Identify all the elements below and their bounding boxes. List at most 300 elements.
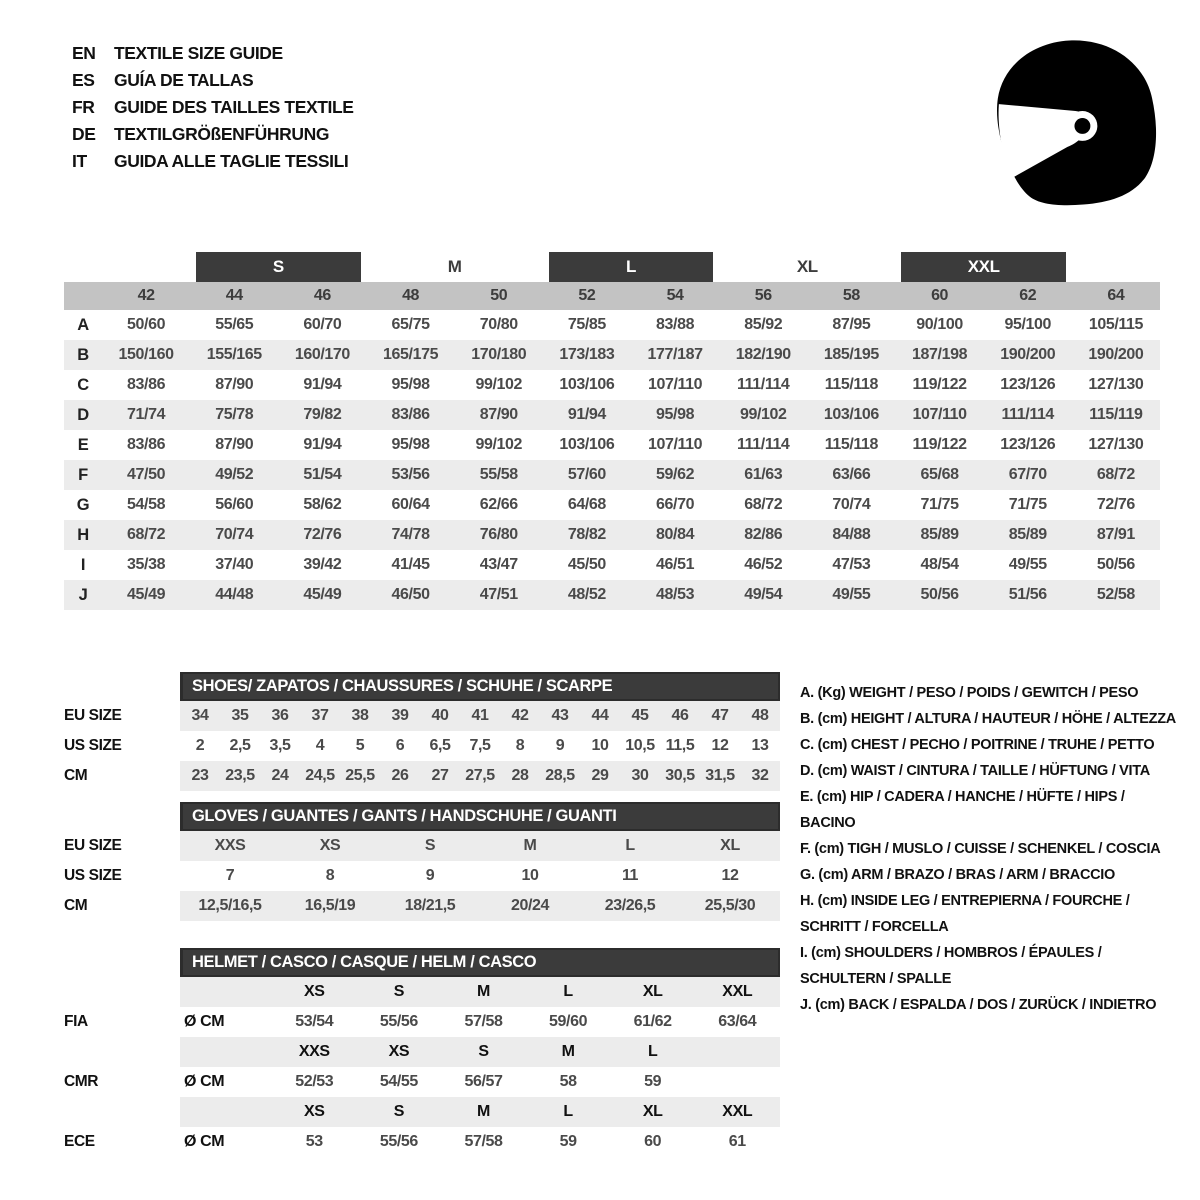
measurement-value: 190/200 <box>1000 346 1056 363</box>
measurement-value: 87/90 <box>479 406 518 423</box>
size-value: 40 <box>431 707 449 724</box>
helmet-size-value: 55/56 <box>379 1013 418 1030</box>
measurement-value: 87/90 <box>215 436 254 453</box>
size-value: 5 <box>355 737 365 754</box>
measurement-value: 115/118 <box>824 436 879 453</box>
measurement-value: 39/42 <box>303 556 342 573</box>
size-value: 32 <box>751 767 769 784</box>
row-cells <box>180 831 780 861</box>
measurement-value: 91/94 <box>303 376 342 393</box>
size-value: S <box>424 837 436 854</box>
measurement-value: 48/52 <box>567 586 606 603</box>
helmet-size-label: XS <box>388 1043 410 1060</box>
measurement-value: 95/100 <box>1004 316 1052 333</box>
measurement-value: 111/114 <box>737 376 790 393</box>
measurement-value: 35/38 <box>127 556 166 573</box>
row-cells <box>180 891 780 921</box>
helmet-size-value: 57/58 <box>464 1013 503 1030</box>
helmet-size-label: XXS <box>298 1043 330 1060</box>
guide-title: GUÍA DE TALLAS <box>114 70 254 90</box>
measurement-row-i <box>64 550 1160 580</box>
measurement-row-g <box>64 490 1160 520</box>
helmet-size-value: 54/55 <box>379 1073 418 1090</box>
helmet-size-values <box>180 1007 780 1037</box>
size-value: 6 <box>395 737 405 754</box>
measurement-value: 71/75 <box>1008 496 1047 513</box>
measurement-value: 85/89 <box>1008 526 1047 543</box>
helmet-sizes-row-cmr <box>64 1037 780 1067</box>
size-group-s: S <box>196 252 360 282</box>
measurement-value: 76/80 <box>479 526 518 543</box>
standard-label: CMR <box>64 1073 99 1090</box>
measurement-value: 50/56 <box>920 586 959 603</box>
diameter-unit-label: Ø CM <box>184 1133 225 1150</box>
measurement-value: 52/58 <box>1096 586 1135 603</box>
size-value: 7,5 <box>469 737 491 754</box>
row-cells <box>180 861 780 891</box>
size-column-header: 48 <box>402 287 420 304</box>
size-value: 35 <box>231 707 249 724</box>
measurement-letter: C <box>77 375 89 394</box>
helmet-size-values <box>180 1127 780 1157</box>
measurement-value: 70/74 <box>832 496 871 513</box>
measurement-value: 55/58 <box>479 466 518 483</box>
helmet-size-labels <box>180 1037 780 1067</box>
measurement-row-j <box>64 580 1160 610</box>
legend-item-f: F. (cm) TIGH / MUSLO / CUISSE / SCHENKEL / COSCIA <box>800 841 1161 857</box>
measurement-value: 56/60 <box>215 496 254 513</box>
size-value: 13 <box>751 737 769 754</box>
measurement-value: 74/78 <box>391 526 430 543</box>
helmet-size-value: 55/56 <box>379 1133 418 1150</box>
row-label: EU SIZE <box>64 707 122 724</box>
size-column-header: 60 <box>931 287 949 304</box>
language-row <box>72 121 354 148</box>
helmet-size-value: 59 <box>559 1133 577 1150</box>
measurement-value: 99/102 <box>739 406 787 423</box>
measurement-value: 105/115 <box>1088 316 1143 333</box>
measurement-value: 70/80 <box>479 316 518 333</box>
size-value: 29 <box>591 767 609 784</box>
size-value: 20/24 <box>510 897 550 914</box>
measurement-value: 99/102 <box>475 376 523 393</box>
measurement-value: 46/50 <box>391 586 430 603</box>
size-value: 25,5/30 <box>704 897 756 914</box>
measurement-value: 84/88 <box>832 526 871 543</box>
helmet-size-value: 59/60 <box>549 1013 588 1030</box>
measurement-value: 79/82 <box>303 406 342 423</box>
guide-title: TEXTILGRÖßENFÜHRUNG <box>114 124 330 144</box>
helmet-sizes-row-ece <box>64 1097 780 1127</box>
helmet-size-label: S <box>393 1103 405 1120</box>
size-value: 28 <box>511 767 529 784</box>
size-value: 2 <box>195 737 205 754</box>
size-value: 3,5 <box>269 737 291 754</box>
standard-label: ECE <box>64 1133 95 1150</box>
measurement-value: 53/56 <box>391 466 430 483</box>
measurement-value: 185/195 <box>823 346 879 363</box>
measurement-value: 95/98 <box>391 376 430 393</box>
helmet-size-value: 53/54 <box>295 1013 334 1030</box>
size-value: 41 <box>471 707 489 724</box>
size-value: 30 <box>631 767 649 784</box>
measurement-value: 48/53 <box>656 586 695 603</box>
measurement-row-h <box>64 520 1160 550</box>
helmet-size-label: XXL <box>722 983 753 1000</box>
helmet-size-table <box>64 948 780 1157</box>
measurement-value: 177/187 <box>647 346 703 363</box>
measurement-value: 68/72 <box>1096 466 1135 483</box>
measurement-value: 51/56 <box>1008 586 1047 603</box>
size-value: 11,5 <box>665 737 695 754</box>
helmet-size-value: 60 <box>644 1133 662 1150</box>
legend-item-b: B. (cm) HEIGHT / ALTURA / HAUTEUR / HÖHE / ALTEZZA <box>800 711 1176 727</box>
size-value: 47 <box>711 707 729 724</box>
measurement-value: 91/94 <box>303 436 342 453</box>
guide-title: GUIDE DES TAILLES TEXTILE <box>114 97 354 117</box>
size-value: 6,5 <box>429 737 451 754</box>
measurement-letter: J <box>78 585 88 604</box>
racing-helmet-icon <box>978 36 1162 206</box>
measurement-value: 75/78 <box>215 406 254 423</box>
helmet-size-label: XL <box>642 983 663 1000</box>
apparel-size-table <box>64 252 1160 610</box>
size-row-eu-size <box>64 701 780 731</box>
helmet-size-value: 52/53 <box>295 1073 334 1090</box>
measurement-value: 87/90 <box>215 376 254 393</box>
size-column-header: 58 <box>842 287 860 304</box>
measurement-value: 68/72 <box>744 496 783 513</box>
helmet-size-label: XS <box>304 1103 325 1120</box>
guide-title: GUIDA ALLE TAGLIE TESSILI <box>114 151 349 171</box>
helmet-values-row-cmr <box>64 1067 780 1097</box>
size-value: 10 <box>521 867 539 884</box>
measurement-letter: D <box>77 405 89 424</box>
measurement-letter: I <box>80 555 86 574</box>
measurement-value: 62/66 <box>479 496 518 513</box>
measurement-value: 46/52 <box>744 556 783 573</box>
size-value: 12 <box>721 867 739 884</box>
gloves-size-table <box>64 802 780 921</box>
measurement-value: 47/53 <box>832 556 871 573</box>
helmet-size-value: 53 <box>305 1133 323 1150</box>
row-label: CM <box>64 897 88 914</box>
size-group-m: M <box>447 257 462 276</box>
row-cells <box>180 731 780 761</box>
size-column-header: 56 <box>754 287 772 304</box>
measurement-value: 103/106 <box>823 406 879 423</box>
size-group-header-row <box>64 252 1160 282</box>
measurement-value: 60/64 <box>391 496 430 513</box>
measurement-value: 87/95 <box>832 316 871 333</box>
helmet-size-value: 59 <box>644 1073 662 1090</box>
row-label: EU SIZE <box>64 837 122 854</box>
measurement-value: 50/56 <box>1096 556 1135 573</box>
language-code: IT <box>72 151 87 171</box>
size-value: L <box>625 837 635 854</box>
measurement-value: 127/130 <box>1088 436 1144 453</box>
measurement-value: 115/118 <box>824 376 879 393</box>
measurement-letter: F <box>78 465 88 484</box>
row-label-spacer <box>64 977 180 1007</box>
measurement-value: 67/70 <box>1008 466 1047 483</box>
size-value: XL <box>720 837 740 854</box>
size-row-eu-size <box>64 831 780 861</box>
size-value: 36 <box>271 707 289 724</box>
helmet-size-value: 56/57 <box>464 1073 503 1090</box>
size-value: 46 <box>671 707 689 724</box>
size-value: 16,5/19 <box>304 897 356 914</box>
measurement-value: 123/126 <box>1000 376 1056 393</box>
measurement-value: 57/60 <box>567 466 606 483</box>
row-cells <box>180 761 780 791</box>
standard-label: FIA <box>64 1013 88 1030</box>
measurement-value: 83/88 <box>656 316 695 333</box>
legend-item-e: E. (cm) HIP / CADERA / HANCHE / HÜFTE / HIPS / BACINO <box>800 789 1125 831</box>
measurement-row-a <box>64 310 1160 340</box>
measurement-value: 65/75 <box>391 316 430 333</box>
measurement-value: 49/54 <box>744 586 783 603</box>
measurement-value: 107/110 <box>912 406 967 423</box>
helmet-values-row-ece <box>64 1127 780 1157</box>
size-value: 23 <box>191 767 209 784</box>
size-value: 2,5 <box>229 737 251 754</box>
shoes-size-table <box>64 672 780 791</box>
size-column-header: 54 <box>666 287 684 304</box>
legend-item-i: I. (cm) SHOULDERS / HOMBROS / ÉPAULES / SCHULTERN / SPALLE <box>800 945 1102 987</box>
measurement-value: 70/74 <box>215 526 254 543</box>
measurement-value: 46/51 <box>656 556 695 573</box>
size-group-spacer <box>102 252 190 282</box>
measurement-value: 95/98 <box>391 436 430 453</box>
measurement-value: 155/165 <box>206 346 262 363</box>
legend-item-h: H. (cm) INSIDE LEG / ENTREPIERNA / FOURCHE / SCHRITT / FORCELLA <box>800 893 1130 935</box>
row-label: US SIZE <box>64 867 122 884</box>
guide-title: TEXTILE SIZE GUIDE <box>114 43 283 63</box>
size-value: 45 <box>631 707 649 724</box>
measurement-value: 90/100 <box>916 316 963 333</box>
size-value: 27,5 <box>465 767 495 784</box>
row-cells <box>180 701 780 731</box>
size-value: 44 <box>591 707 609 724</box>
helmet-size-value: 63/64 <box>718 1013 757 1030</box>
measurement-row-d <box>64 400 1160 430</box>
size-value: 34 <box>191 707 209 724</box>
measurement-value: 41/45 <box>391 556 430 573</box>
helmet-size-label: L <box>647 1043 658 1060</box>
measurement-value: 45/50 <box>567 556 606 573</box>
measurement-row-b <box>64 340 1160 370</box>
size-column-header: 50 <box>490 287 508 304</box>
measurement-value: 66/70 <box>656 496 695 513</box>
size-value: 9 <box>555 737 565 754</box>
measurement-value: 68/72 <box>127 526 166 543</box>
measurement-value: 83/86 <box>391 406 430 423</box>
diameter-unit-label: Ø CM <box>184 1073 225 1090</box>
shoes-table-title: SHOES/ ZAPATOS / CHAUSSURES / SCHUHE / SCARPE <box>180 672 780 701</box>
measurement-value: 47/50 <box>127 466 166 483</box>
measurement-value: 72/76 <box>303 526 342 543</box>
helmet-size-value: 58 <box>559 1073 577 1090</box>
size-value: 48 <box>751 707 769 724</box>
size-value: 18/21,5 <box>404 897 456 914</box>
measurement-value: 60/70 <box>303 316 342 333</box>
measurement-value: 49/55 <box>1008 556 1047 573</box>
measurement-value: 49/52 <box>215 466 254 483</box>
row-label-spacer <box>64 1097 180 1127</box>
measurement-value: 173/183 <box>559 346 615 363</box>
size-column-header: 52 <box>578 287 596 304</box>
size-value: XXS <box>214 837 246 854</box>
measurement-value: 58/62 <box>303 496 342 513</box>
size-value: 11 <box>621 867 639 884</box>
size-value: M <box>523 837 537 854</box>
measurement-value: 51/54 <box>303 466 342 483</box>
helmet-size-value: 57/58 <box>464 1133 503 1150</box>
language-row <box>72 67 354 94</box>
size-value: 42 <box>511 707 529 724</box>
helmet-size-label: L <box>563 1103 573 1120</box>
measurement-value: 82/86 <box>744 526 783 543</box>
measurement-value: 59/62 <box>656 466 695 483</box>
size-value: 39 <box>391 707 409 724</box>
size-value: 12 <box>711 737 729 754</box>
helmet-size-label: S <box>478 1043 489 1060</box>
measurement-value: 99/102 <box>475 436 523 453</box>
measurement-row-f <box>64 460 1160 490</box>
size-value: 12,5/16,5 <box>198 897 262 914</box>
measurement-value: 127/130 <box>1088 376 1144 393</box>
legend-item-g: G. (cm) ARM / BRAZO / BRAS / ARM / BRACCIO <box>800 867 1115 883</box>
measurement-value: 119/122 <box>912 436 967 453</box>
size-value: 28,5 <box>545 767 575 784</box>
helmet-size-value: 61/62 <box>633 1013 672 1030</box>
size-row-cm <box>64 891 780 921</box>
measurement-value: 107/110 <box>647 376 703 393</box>
measurement-value: 65/68 <box>920 466 959 483</box>
measurement-value: 182/190 <box>735 346 791 363</box>
language-code: FR <box>72 97 95 117</box>
measurement-value: 107/110 <box>647 436 703 453</box>
measurement-letter: H <box>77 525 89 544</box>
measurement-value: 165/175 <box>383 346 439 363</box>
language-row <box>72 94 354 121</box>
size-value: 26 <box>391 767 409 784</box>
measurement-value: 54/58 <box>127 496 166 513</box>
size-group-xl: XL <box>796 257 818 276</box>
measurement-value: 87/91 <box>1096 526 1135 543</box>
size-value: XS <box>319 837 341 854</box>
size-value: 30,5 <box>665 767 695 784</box>
row-label: CM <box>64 767 88 784</box>
measurement-value: 45/49 <box>127 586 166 603</box>
helmet-size-label: M <box>477 1103 490 1120</box>
measurement-value: 187/198 <box>912 346 968 363</box>
helmet-size-values <box>180 1067 780 1097</box>
size-value: 8 <box>325 867 335 884</box>
helmet-size-labels <box>180 977 780 1007</box>
measurement-value: 119/122 <box>912 376 967 393</box>
measurement-value: 85/89 <box>920 526 959 543</box>
language-code: DE <box>72 124 96 144</box>
measurement-value: 115/119 <box>1089 406 1143 423</box>
measurement-value: 61/63 <box>744 466 783 483</box>
size-value: 37 <box>311 707 329 724</box>
language-code: ES <box>72 70 95 90</box>
measurement-value: 190/200 <box>1088 346 1144 363</box>
size-column-header: 46 <box>313 287 331 304</box>
language-title-block <box>72 40 354 175</box>
gloves-table-title: GLOVES / GUANTES / GANTS / HANDSCHUHE / GUANTI <box>180 802 780 831</box>
size-value: 10 <box>591 737 609 754</box>
measurement-value: 48/54 <box>920 556 959 573</box>
size-value: 25,5 <box>345 767 375 784</box>
helmet-size-labels <box>180 1097 780 1127</box>
size-value: 24,5 <box>305 767 335 784</box>
measurement-value: 111/114 <box>737 436 790 453</box>
measurement-value: 45/49 <box>303 586 342 603</box>
helmet-size-label: S <box>393 983 405 1000</box>
measurement-legend <box>800 680 1182 1018</box>
measurement-value: 75/85 <box>567 316 606 333</box>
language-code: EN <box>72 43 96 63</box>
measurement-value: 50/60 <box>127 316 166 333</box>
size-value: 23,5 <box>225 767 255 784</box>
row-label-spacer <box>64 1037 180 1067</box>
size-value: 23/26,5 <box>604 897 656 914</box>
measurement-letter: G <box>76 495 90 514</box>
diameter-unit-label: Ø CM <box>184 1013 225 1030</box>
legend-item-a: A. (Kg) WEIGHT / PESO / POIDS / GEWITCH / PESO <box>800 685 1139 701</box>
measurement-value: 44/48 <box>215 586 254 603</box>
helmet-size-value: 61 <box>728 1133 746 1150</box>
measurement-row-e <box>64 430 1160 460</box>
measurement-value: 72/76 <box>1096 496 1135 513</box>
size-value: 8 <box>515 737 525 754</box>
measurement-letter: B <box>77 345 89 364</box>
size-value: 24 <box>271 767 289 784</box>
measurement-value: 64/68 <box>567 496 606 513</box>
measurement-value: 71/74 <box>127 406 166 423</box>
size-row-cm <box>64 761 780 791</box>
measurement-value: 123/126 <box>1000 436 1056 453</box>
legend-item-j: J. (cm) BACK / ESPALDA / DOS / ZURÜCK / INDIETRO <box>800 997 1157 1013</box>
helmet-size-label: M <box>561 1043 575 1060</box>
language-row <box>72 148 354 175</box>
measurement-value: 91/94 <box>567 406 606 423</box>
measurement-value: 103/106 <box>559 376 615 393</box>
measurement-value: 150/160 <box>118 346 174 363</box>
size-value: 31,5 <box>705 767 735 784</box>
measurement-value: 80/84 <box>656 526 695 543</box>
helmet-size-label: XXL <box>722 1103 753 1120</box>
helmet-size-label: L <box>563 983 573 1000</box>
size-column-header: 42 <box>137 287 155 304</box>
row-label: US SIZE <box>64 737 122 754</box>
size-group-spacer <box>1072 252 1160 282</box>
size-value: 7 <box>225 867 235 884</box>
size-value: 10,5 <box>625 737 655 754</box>
size-row-us-size <box>64 731 780 761</box>
measurement-value: 170/180 <box>471 346 527 363</box>
measurement-value: 37/40 <box>215 556 254 573</box>
measurement-value: 160/170 <box>294 346 350 363</box>
size-column-header: 62 <box>1019 287 1037 304</box>
size-column-header: 44 <box>225 287 243 304</box>
helmet-values-row-fia <box>64 1007 780 1037</box>
measurement-value: 95/98 <box>656 406 695 423</box>
measurement-value: 47/51 <box>479 586 518 603</box>
